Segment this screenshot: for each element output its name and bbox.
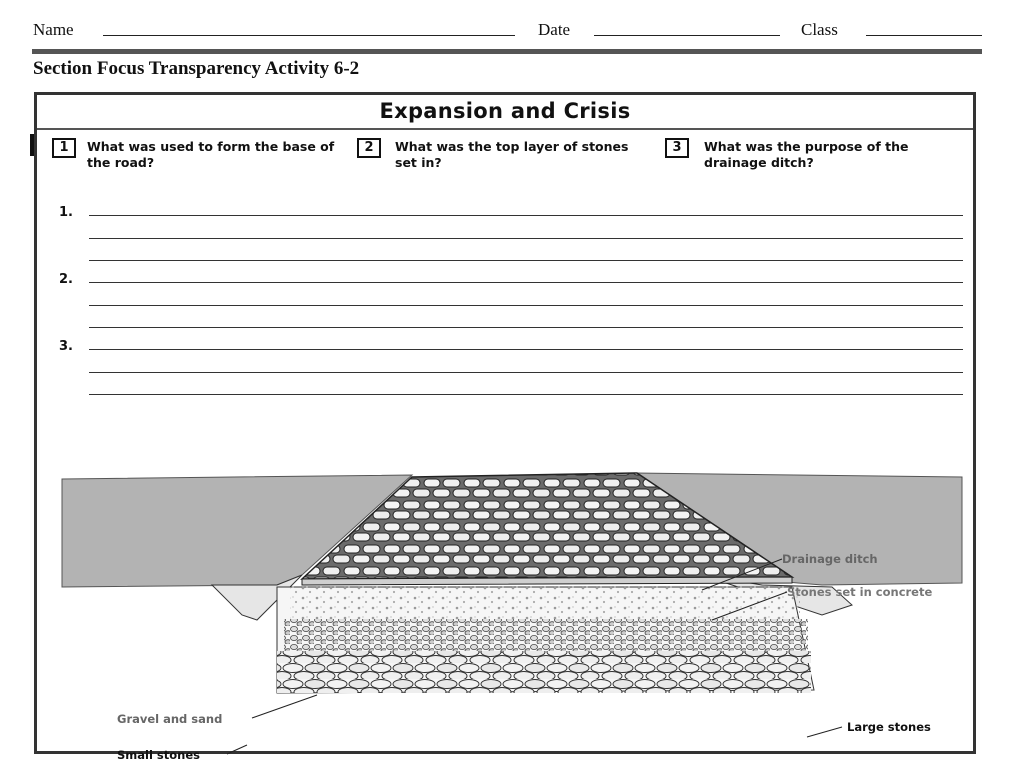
section-title: Section Focus Transparency Activity 6-2 [33,58,360,79]
label-small-stones: Small stones [117,748,200,762]
worksheet-frame [34,92,976,762]
answer-3-label: 3. [59,339,73,354]
leader-gravel [252,695,317,718]
answer-2-label: 2. [59,272,73,287]
date-label: Date [538,20,571,39]
worksheet-header [0,0,1024,52]
answer-1-line-c[interactable] [89,260,963,261]
answer-3-line-c[interactable] [89,394,963,395]
question-3-text: What was the purpose of the drainage ditch? [704,139,909,170]
small-stones-layer [284,619,808,653]
question-3-number: 3 [665,138,689,158]
answer-2-line-a[interactable] [89,282,963,283]
leader-large-stones [807,727,842,737]
question-1-number: 1 [52,138,76,158]
label-large-stones: Large stones [847,720,931,734]
road-cross-section-diagram [62,455,962,762]
class-label: Class [801,20,838,39]
label-stones-set-in-concrete: Stones set in concrete [787,585,933,599]
worksheet-title: Expansion and Crisis [379,99,631,123]
name-field[interactable] [103,35,515,36]
answer-3-line-b[interactable] [89,372,963,373]
answer-1-line-b[interactable] [89,238,963,239]
question-2-text: What was the top layer of stones set in? [395,139,629,170]
answer-3-line-a[interactable] [89,349,963,350]
header-rule [32,49,982,54]
title-band [37,95,973,130]
answer-2-line-b[interactable] [89,305,963,306]
answer-2-line-c[interactable] [89,327,963,328]
label-drainage-ditch: Drainage ditch [782,552,878,566]
answer-1-line-a[interactable] [89,215,963,216]
date-field[interactable] [594,35,780,36]
answer-1-label: 1. [59,205,73,220]
question-1-text: What was used to form the base of the road? [87,139,335,170]
large-stones-layer [277,651,811,693]
label-gravel-and-sand: Gravel and sand [117,712,223,726]
leader-small-stones [227,745,247,754]
question-2-number: 2 [357,138,381,158]
class-field[interactable] [866,35,982,36]
name-label: Name [33,20,74,39]
